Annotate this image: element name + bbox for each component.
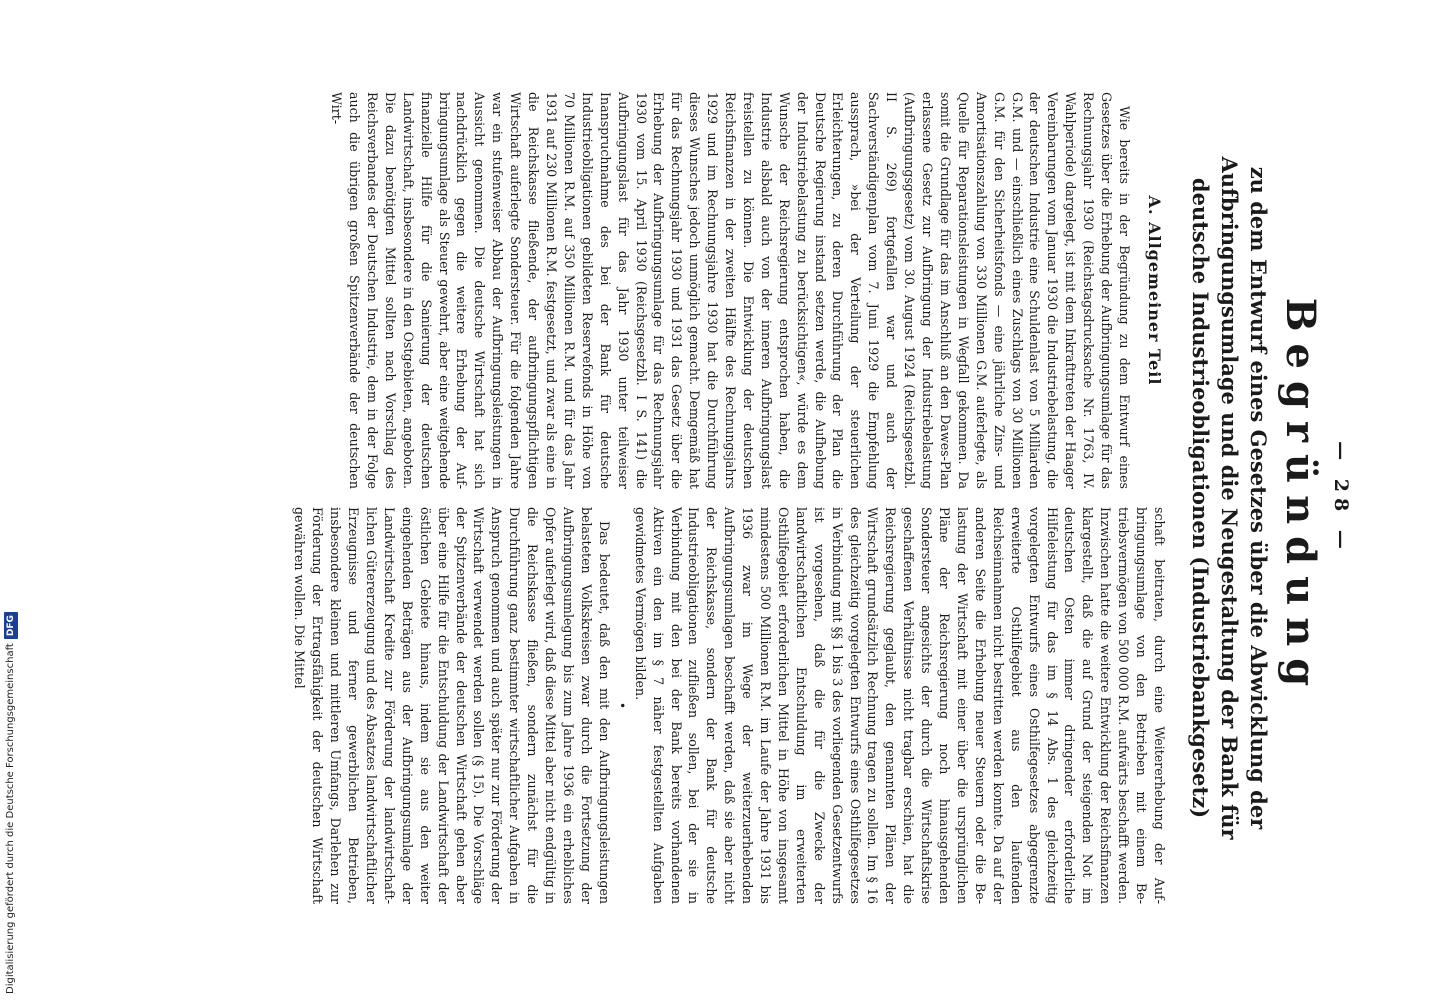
section-heading: A. Allgemeiner Teil	[1145, 195, 1164, 386]
left-column	[291, 92, 1169, 489]
paragraph-separator: •	[614, 701, 629, 710]
page-number: — 28 —	[1330, 441, 1352, 555]
dfg-logo: DFG	[4, 612, 18, 639]
document-title: Begründung	[1277, 297, 1324, 699]
digitization-footer	[0, 0, 22, 1000]
footer-text: Digitalisierung gefördert durch die Deutsche Forschungsgemeinschaft	[5, 643, 16, 994]
text-columns	[291, 92, 1169, 904]
paragraph: schaft beitraten, durch eine Weitererhebung der Aufbringungsumlage von den Betrieben mit einem Betriebsvermögen von 500 000 R.M. aufwärts beschafft werden. Inzwischen hatte die weitere Entwicklung der Reichsfinanzen klargestellt, daß die auf Grund der steigenden Not im deutschen Osten immer dringender erforderliche Hilfeleistung für das im § 14 Abs. 1 des gleichzeitig vorgelegten Entwurfs eines Osthilfegesetzes abgegrenzte erweiterte Osthilfegebiet aus den laufenden Reichseinnahmen nicht bestritten werden konnte. Da auf der anderen Seite die Erhebung neuer Steuern oder die Belastung der Wirtschaft mit einer über die ursprünglichen Pläne der Reichsregierung noch hinausgehenden Sondersteuer angesichts der durch die Wirtschaftskrise geschaffenen Verhältnisse nicht tragbar erschien, hat die Reichsregierung geglaubt, den genannten Plänen der Wirtschaft grundsätzlich Rechnung tragen zu sollen. Im § 16 des gleichzeitig vorgelegten Entwurfs eines Osthilfegesetzes in Verbindung mit §§ 1 bis 3 des vorliegenden Gesetzentwurfs ist vorgesehen, daß die für die Zwecke der landwirtschaftlichen Entschuldung im erweiterten Osthilfegebiet erforderlichen Mittel in Höhe von insgesamt mindestens 500 Millionen R.M. im Laufe der Jahre 1931 bis 1936 zwar im Wege der weiterzuerhebenden Aufbringungsumlagen beschafft werden, daß sie aber nicht der Reichskasse, sondern der Bank für deutsche Industrieobligationen zufließen sollen, bei der sie in Verbindung mit den bei der Bank bereits vorhandenen Aktiven ein den im § 7 näher festgestellten Aufgaben gewidmetes Vermögen bilden.	[632, 507, 1167, 904]
right-column	[291, 507, 1169, 904]
paragraph: Wie bereits in der Begründung zu dem Entwurf eines Gesetzes über die Erhebung der Aufbringungsumlage für das Rechnungsjahr 1930 (Reichstagsdrucksache Nr. 1763, IV. Wahlperiode) dargelegt, ist mit dem Inkrafttreten der Haager Vereinbarungen vom Januar 1930 die Industriebelastung, die der deutschen Industrie eine Schuldenlast von 5 Milliarden G.M. und — einschließlich eines Zuschlags von 30 Millionen G.M. für den Sicherheitsfonds — eine jährliche Zins- und Amortisationszahlung von 330 Millionen G.M. auferlegte, als Quelle für Reparationsleistungen in Wegfall gekommen. Da somit die Grundlage für das im Anschluß an den Dawes-Plan erlassene Gesetz zur Aufbringung der Industriebelastung (Aufbringungsgesetz) vom 30. August 1924 (Reichsgesetzbl. II S. 269) fortgefallen war und auch der Sachverständigenplan vom 7. Juni 1929 die Empfehlung aussprach, »bei der Verteilung der steuerlichen Erleichterungen, zu deren Durchführung der Plan die Deutsche Regierung instand setzen werde, die Aufhebung der Industriebelastung zu berücksichtigen«, würde es dem Wunsche der Reichsregierung entsprochen haben, die Industrie alsbald auch von der inneren Aufbringungslast freistellen zu können. Die Entwicklung der deutschen Reichsfinanzen in der zweiten Hälfte des Rechnungsjahrs 1929 und im Rechnungsjahre 1930 hat die Durchführung dieses Wunsches jedoch unmöglich gemacht. Demgemäß hat für das Rechnungsjahr 1930 und 1931 das Gesetz über die Erhebung der Aufbringungsumlage für das Rechnungsjahr 1930 vom 15. April 1930 (Reichsgesetzbl. I S. 141) die Aufbringungslast für das Jahr 1930 unter teilweiser Inanspruchnahme des bei der Bank für deutsche Industrieobligationen gebildeten Reservefonds in Höhe von 70 Millionen R.M. auf 350 Millionen R.M. und für das Jahr 1931 auf 230 Millionen R.M. festgesetzt, und zwar als eine in die Reichskasse fließende, der aufbringungspflichtigen Wirtschaft auferlegte Sondersteuer. Für die folgenden Jahre war ein stufenweiser Abbau der Aufbringungsleistungen in Aussicht genommen. Die deutsche Wirtschaft hat sich nachdrücklich gegen die weitere Erhebung der Aufbringungsumlage als Steuer gewehrt, aber eine weitgehende finanzielle Hilfe für die Sanierung der deutschen Landwirtschaft, insbesondere in den Ostgebieten, angeboten. Die dazu benötigten Mittel sollten nach Vorschlag des Reichsverbandes der Deutschen Industrie, dem in der Folge auch die übrigen großen Spitzenverbände der deutschen Wirt-	[329, 92, 1132, 489]
document-subtitle: zu dem Entwurf eines Gesetzes über die Abwicklung der Aufbringungsumlage und die Neugestaltung der Bank für deutsche Industrieobligationen (Industriebankgesetz)	[1188, 156, 1271, 840]
paragraph: Das bedeutet, daß den mit den Aufbringungsleistungen belasteten Volkskreisen zwar durch die Fortsetzung der Aufbringungsumlegung bis zum Jahre 1936 ein erhebliches Opfer auferlegt wird, daß diese Mittel aber nicht endgültig in die Reichskasse fließen, sondern zunächst für die Durchführung ganz bestimmter wirtschaftlicher Aufgaben in Anspruch genommen und auch später nur zur Förderung der Wirtschaft verwendet werden sollen (§ 15). Die Vorschläge der Spitzenverbände der deutschen Wirtschaft gehen aber über eine Hilfe für die Entschuldung der Landwirtschaft der östlichen Gebiete hinaus, indem sie aus den weiter eingehenden Beträgen aus der Aufbringungsumlage der Landwirtschaft Kredite zur Förderung der landwirtschaftlichen Gütererzeugung und des Absatzes landwirtschaftlicher Erzeugnisse und ferner gewerblichen Betrieben, insbesondere kleinen und mittleren Umfangs, Darlehen zur Förderung der Ertragsfähigkeit der deutschen Wirtschaft gewähren wollen. Die Mittel	[292, 507, 612, 904]
